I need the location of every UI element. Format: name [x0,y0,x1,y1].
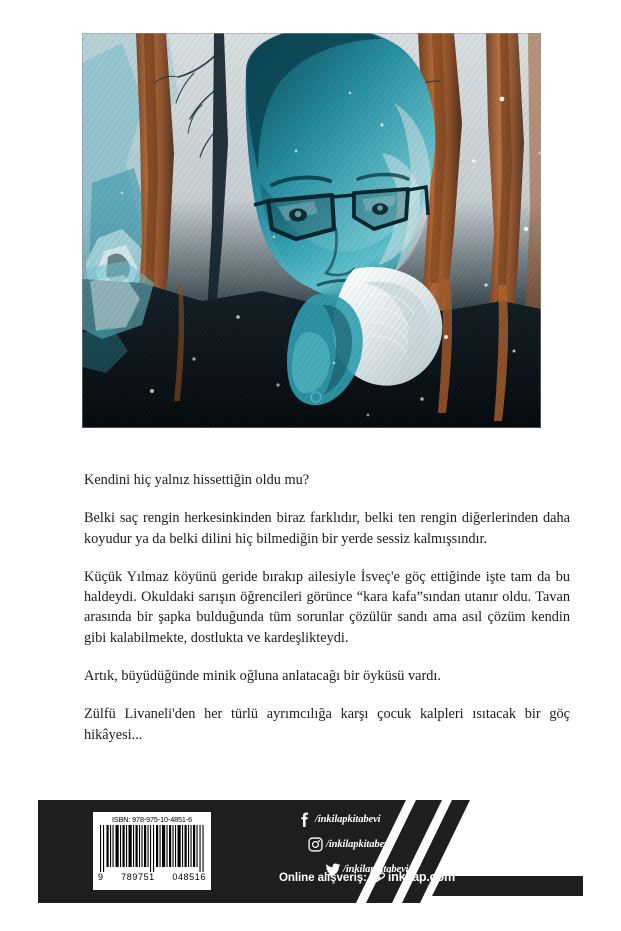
barcode-digits [97,872,207,883]
blurb-text [84,470,570,745]
blurb-paragraph-5: Zülfü Livaneli'den her türlü ayrımcılığa karşı çocuk kalpleri ısıtacak bir göç hikâyesi... [84,706,570,743]
ean-group-left: 789751 [121,872,155,882]
twitter-handle: /inkilapkitabevi [343,864,409,875]
instagram-handle: /inkilapkitabevi [326,839,392,850]
link-icon [371,870,386,884]
blurb-paragraph-1: Kendini hiç yalnız hissettiğin oldu mu? [84,472,310,488]
facebook-icon [296,811,313,828]
online-shop-row[interactable] [279,870,455,884]
portrait-artwork [82,33,541,428]
ean13-bars [97,825,207,872]
ean-check-digit: 9 [98,872,104,882]
barcode-bars [97,825,207,872]
blurb-paragraph-2: Belki saç rengin herkesinkinden biraz farklıdır, belki ten rengin diğerlerinden daha koyudur ya da belki dilini hiç bilmediğin bir yerde sessiz kalmışsındır. [84,510,570,547]
cover-illustration [82,33,541,428]
instagram-icon [307,836,324,853]
blurb-paragraph-3: Küçük Yılmaz köyünü geride bırakıp ailesiyle İsveç'e göç ettiğinde işte tam da bu haldeydi. Okuldaki sarışın öğrencileri görünce “kara kafa”sından utanır oldu. Tavan arasında bir şapka bulduğunda tüm sorunlar çözülür sandı ama asıl çözüm kendin gibi kalabilmekte, dostlukta ve kardeşlikteydi. [84,568,570,646]
online-shop-label: Online alışveriş: [279,870,367,884]
barcode-block [93,812,211,890]
facebook-handle: /inkilapkitabevi [315,814,381,825]
online-shop-site: inkilap.com [387,870,455,884]
social-row-facebook[interactable] [296,808,506,831]
social-row-instagram[interactable] [307,833,506,856]
blurb-paragraph-4: Artık, büyüdüğünde minik oğluna anlatacağı bir öyküsü vardı. [84,668,441,685]
isbn-label: ISBN: 978-975-10-4851-6 [111,815,192,824]
ean-group-right: 048516 [172,872,206,882]
